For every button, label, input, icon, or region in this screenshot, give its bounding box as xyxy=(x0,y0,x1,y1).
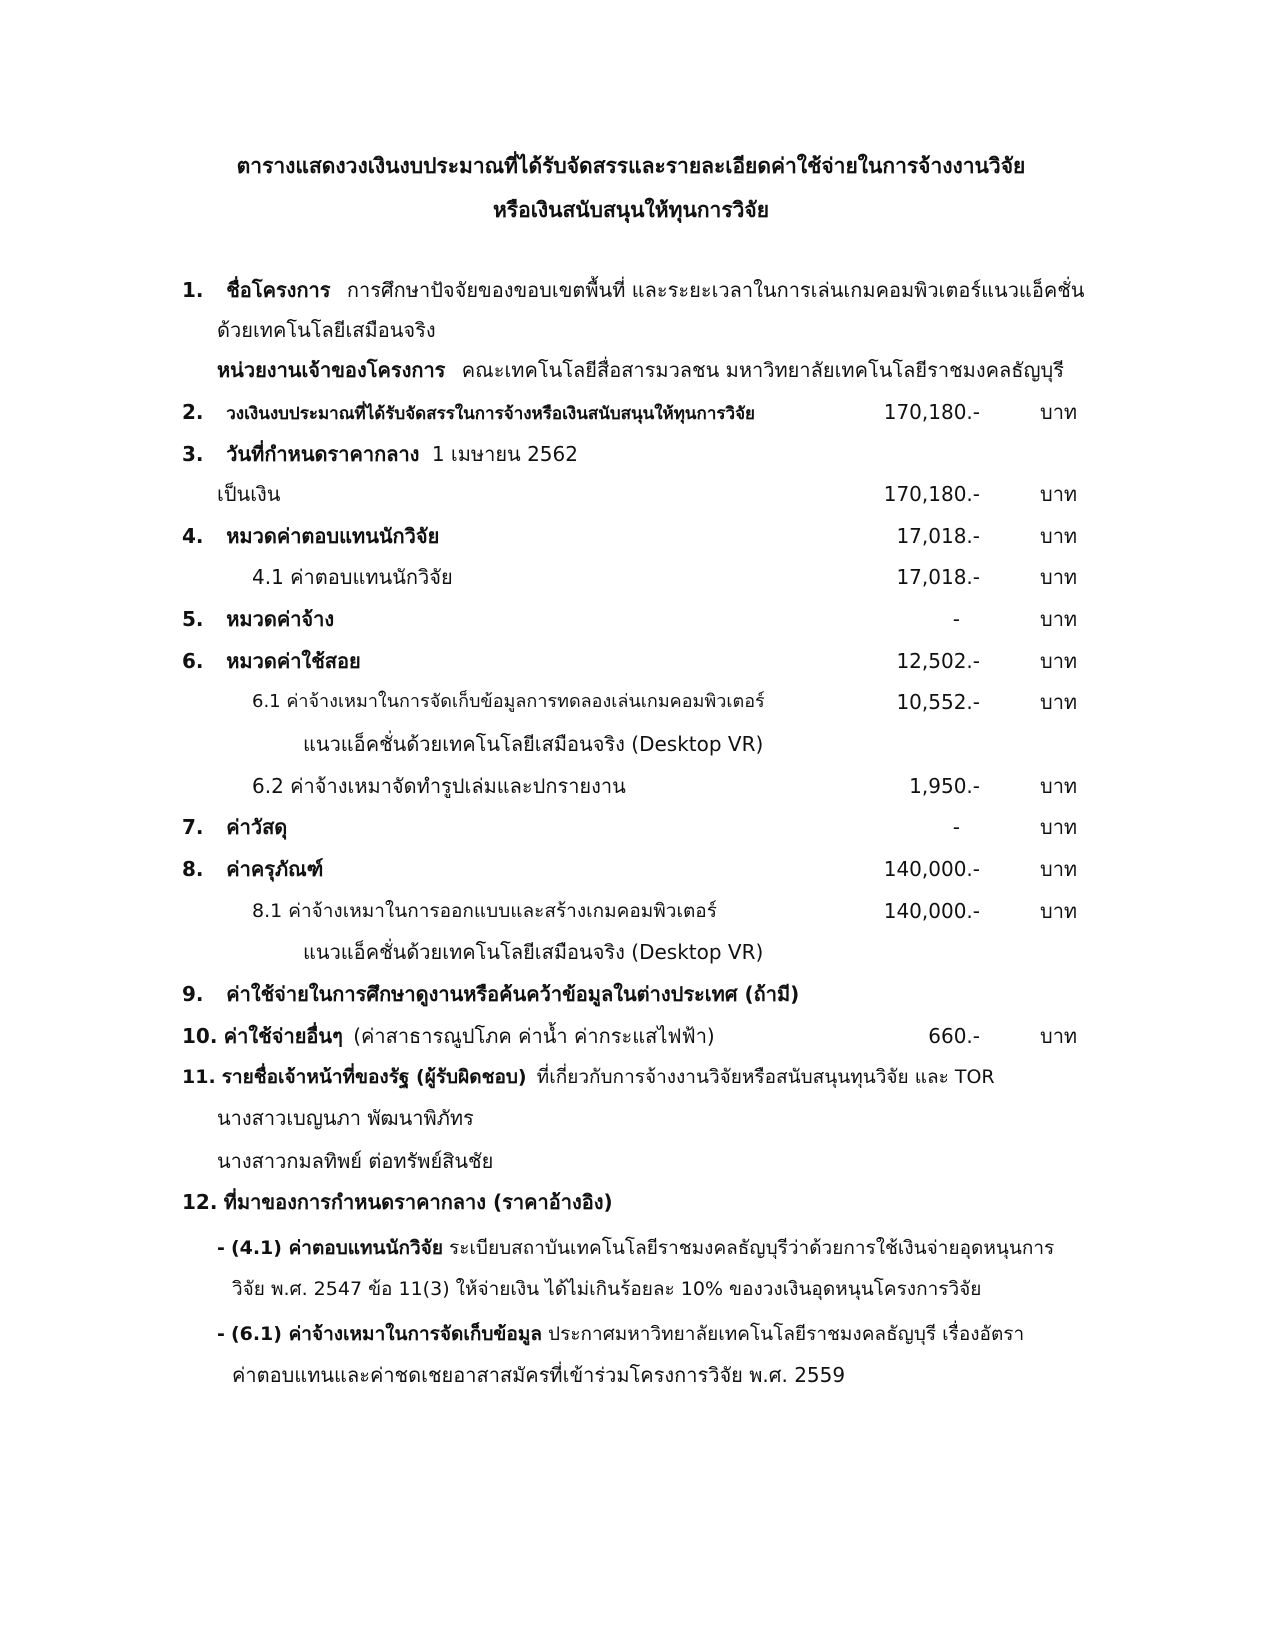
item-12-label: ที่มาของการกำหนดราคากลาง (ราคาอ้างอิง) xyxy=(223,1190,613,1214)
item-8-1-label-cont: แนวแอ็คชั่นด้วยเทคโนโลยีเสมือนจริง (Desktop VR) xyxy=(303,940,764,964)
agency-text: คณะเทคโนโลยีสื่อสารมวลชน มหาวิทยาลัยเทคโนโลยีราชมงคลธัญบุรี xyxy=(461,358,1064,382)
item-6-1-unit: บาท xyxy=(1040,690,1078,714)
agency-label: หน่วยงานเจ้าของโครงการ xyxy=(217,358,446,382)
reference-1-line xyxy=(217,1234,1054,1262)
item-11-text: ที่เกี่ยวกับการจ้างงานวิจัยหรือสนับสนุนทุนวิจัย และ TOR xyxy=(536,1066,995,1088)
item-11-label: รายชื่อเจ้าหน้าที่ของรัฐ (ผู้รับผิดชอบ) xyxy=(221,1066,527,1088)
item-12-number: 12. xyxy=(182,1190,218,1214)
item-10-amount: 660.- xyxy=(928,1024,980,1048)
item-3-number: 3. xyxy=(182,442,204,466)
item-2-line xyxy=(182,398,755,428)
item-7-label: ค่าวัสดุ xyxy=(226,815,288,839)
item-9-line xyxy=(182,980,799,1008)
item-4-1-unit: บาท xyxy=(1040,565,1078,589)
item-6-1-label-cont: แนวแอ็คชั่นด้วยเทคโนโลยีเสมือนจริง (Desktop VR) xyxy=(303,732,764,756)
item-10-line xyxy=(182,1022,715,1050)
item-2-number: 2. xyxy=(182,400,204,424)
item-12-line xyxy=(182,1188,613,1216)
document-title-line2: หรือเงินสนับสนุนให้ทุนการวิจัย xyxy=(492,198,770,222)
item-1-line xyxy=(182,276,1084,304)
item-4-unit: บาท xyxy=(1040,524,1078,548)
item-10-text: (ค่าสาธารณูปโภค ค่าน้ำ ค่ากระแสไฟฟ้า) xyxy=(353,1024,715,1048)
item-1-text-cont: ด้วยเทคโนโลยีเสมือนจริง xyxy=(217,318,436,342)
reference-1-label: (4.1) ค่าตอบแทนนักวิจัย xyxy=(230,1237,443,1259)
reference-2-line xyxy=(217,1320,1024,1348)
item-6-2-label: 6.2 ค่าจ้างเหมาจัดทำรูปเล่มและปกรายงาน xyxy=(252,774,626,798)
reference-1-text: ระเบียบสถาบันเทคโนโลยีราชมงคลธัญบุรีว่าด้วยการใช้เงินจ่ายอุดหนุนการ xyxy=(449,1237,1055,1259)
item-11-line xyxy=(182,1063,995,1091)
reference-1-text-cont: วิจัย พ.ศ. 2547 ข้อ 11(3) ให้จ่ายเงิน ได้ไม่เกินร้อยละ 10% ของวงเงินอุดหนุนโครงการวิจัย xyxy=(232,1278,982,1300)
item-6-number: 6. xyxy=(182,649,204,673)
item-4-1-amount: 17,018.- xyxy=(896,565,980,589)
item-8-unit: บาท xyxy=(1040,857,1078,881)
item-8-1-unit: บาท xyxy=(1040,899,1078,923)
item-3-line xyxy=(182,440,578,468)
item-4-line xyxy=(182,522,439,550)
item-6-1-label: 6.1 ค่าจ้างเหมาในการจัดเก็บข้อมูลการทดลองเล่นเกมคอมพิวเตอร์ xyxy=(252,691,765,712)
item-2-amount: 170,180.- xyxy=(883,400,980,424)
item-7-unit: บาท xyxy=(1040,815,1078,839)
item-3-sub-label: เป็นเงิน xyxy=(217,482,281,506)
reference-2-text: ประกาศมหาวิทยาลัยเทคโนโลยีราชมงคลธัญบุรี เรื่องอัตรา xyxy=(548,1323,1025,1345)
item-8-1-label: 8.1 ค่าจ้างเหมาในการออกแบบและสร้างเกมคอมพิวเตอร์ xyxy=(252,900,717,922)
reference-2-dash: - xyxy=(217,1323,225,1345)
item-8-1-amount: 140,000.- xyxy=(883,899,980,923)
item-8-label: ค่าครุภัณฑ์ xyxy=(226,857,324,881)
item-6-2-unit: บาท xyxy=(1040,774,1078,798)
item-7-line xyxy=(182,813,287,841)
item-5-unit: บาท xyxy=(1040,607,1078,631)
item-9-number: 9. xyxy=(182,982,204,1006)
item-6-amount: 12,502.- xyxy=(896,649,980,673)
item-7-amount: - xyxy=(952,815,960,839)
item-3-label: วันที่กำหนดราคากลาง xyxy=(226,442,420,466)
person-2: นางสาวกมลทิพย์ ต่อทรัพย์สินชัย xyxy=(217,1149,494,1173)
item-5-number: 5. xyxy=(182,607,204,631)
item-6-unit: บาท xyxy=(1040,649,1078,673)
person-1: นางสาวเบญนภา พัฒนาพิภัทร xyxy=(217,1106,474,1130)
item-8-number: 8. xyxy=(182,857,204,881)
reference-2-text-cont: ค่าตอบแทนและค่าชดเชยอาสาสมัครที่เข้าร่วมโครงการวิจัย พ.ศ. 2559 xyxy=(232,1363,846,1387)
item-10-unit: บาท xyxy=(1040,1024,1078,1048)
item-8-amount: 140,000.- xyxy=(883,857,980,881)
item-1-text: การศึกษาปัจจัยของขอบเขตพื้นที่ และระยะเวลาในการเล่นเกมคอมพิวเตอร์แนวแอ็คชั่น xyxy=(346,278,1085,302)
item-4-amount: 17,018.- xyxy=(896,524,980,548)
item-10-number: 10. xyxy=(182,1024,218,1048)
item-1-label: ชื่อโครงการ xyxy=(226,278,331,302)
item-7-number: 7. xyxy=(182,815,204,839)
item-4-number: 4. xyxy=(182,524,204,548)
item-3-amount: 170,180.- xyxy=(883,482,980,506)
item-1-agency-line xyxy=(217,356,1064,384)
item-10-label: ค่าใช้จ่ายอื่นๆ xyxy=(223,1024,343,1048)
item-3-unit: บาท xyxy=(1040,482,1078,506)
item-2-unit: บาท xyxy=(1040,400,1078,424)
item-4-label: หมวดค่าตอบแทนนักวิจัย xyxy=(226,524,440,548)
document-title-line1: ตารางแสดงวงเงินงบประมาณที่ได้รับจัดสรรและรายละเอียดค่าใช้จ่ายในการจ้างงานวิจัย xyxy=(236,154,1026,178)
item-6-label: หมวดค่าใช้สอย xyxy=(226,649,361,673)
item-5-line xyxy=(182,605,334,633)
item-6-1-amount: 10,552.- xyxy=(896,690,980,714)
item-4-1-label: 4.1 ค่าตอบแทนนักวิจัย xyxy=(252,565,453,589)
item-6-line xyxy=(182,647,361,675)
item-6-2-amount: 1,950.- xyxy=(909,774,980,798)
item-2-label: วงเงินงบประมาณที่ได้รับจัดสรรในการจ้างหรือเงินสนับสนุนให้ทุนการวิจัย xyxy=(226,404,755,424)
item-5-label: หมวดค่าจ้าง xyxy=(226,607,335,631)
item-9-label: ค่าใช้จ่ายในการศึกษาดูงานหรือค้นคว้าข้อมูลในต่างประเทศ (ถ้ามี) xyxy=(226,982,800,1006)
item-11-number: 11. xyxy=(182,1066,216,1088)
reference-1-dash: - xyxy=(217,1237,225,1259)
item-5-amount: - xyxy=(952,607,960,631)
item-3-date: 1 เมษายน 2562 xyxy=(431,442,578,466)
item-1-number: 1. xyxy=(182,278,204,302)
item-8-line xyxy=(182,855,323,883)
reference-2-label: (6.1) ค่าจ้างเหมาในการจัดเก็บข้อมูล xyxy=(230,1323,542,1345)
